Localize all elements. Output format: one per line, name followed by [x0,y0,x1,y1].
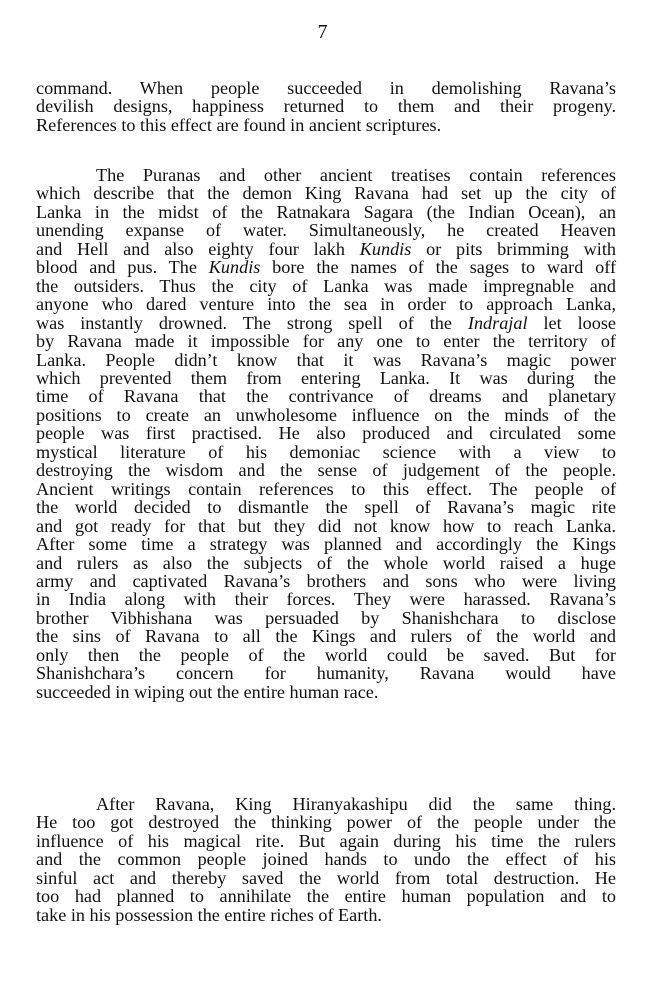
text-line: which prevented them from entering Lanka. It was during the [36,367,616,388]
text-line: the sins of Ravana to all the Kings and rulers of the world and [36,626,616,647]
italic-term: Indrajal [467,312,528,333]
text-line: succeeded in wiping out the entire human race. [36,681,379,702]
text-line: sinful act and thereby saved the world from total destruction. He [36,867,616,888]
paragraph-1 [36,79,616,134]
text-line: brother Vibhishana was persuaded by Shanishchara to disclose [36,607,616,628]
text-line: unending expanse of water. Simultaneously, he created Heaven [36,220,616,241]
text-line: and the common people joined hands to undo the effect of his [36,849,616,870]
text-line: and Hell and also eighty four lakh Kundis or pits brimming with [36,238,616,259]
text-line: which describe that the demon King Ravana had set up the city of [36,183,616,204]
paragraph-3 [36,795,616,924]
text-line: positions to create an unwholesome influence on the minds of the [36,404,616,425]
text-line: the outsiders. Thus the city of Lanka was made impregnable and [36,275,616,296]
text-line: only then the people of the world could be saved. But for [36,644,616,665]
text-line: influence of his magical rite. But again during his time the rulers [36,830,616,851]
text-line: devilish designs, happiness returned to them and their progeny. [36,96,616,117]
text-line: References to this effect are found in ancient scriptures. [36,114,442,135]
text-line: too had planned to annihilate the entire human population and to [36,886,616,907]
text-line: take in his possession the entire riches of Earth. [36,904,382,925]
page-number: 7 [317,21,328,43]
text-line: After some time a strategy was planned and accordingly the Kings [36,534,616,555]
text-line: command. When people succeeded in demolishing Ravana’s [36,78,616,98]
text-line: by Ravana made it impossible for any one to enter the territory of [36,331,616,352]
text-line: was instantly drowned. The strong spell of the Indrajal let loose [36,312,616,333]
text-line: army and captivated Ravana’s brothers and sons who were living [36,570,616,591]
text-line: and rulers as also the subjects of the whole world raised a huge [36,552,616,573]
text-line: After Ravana, King Hiranyakashipu did the same thing. [96,794,616,814]
text-line: the world decided to dismantle the spell of Ravana’s magic rite [36,497,616,518]
text-line: destroying the wisdom and the sense of judgement of the people. [36,460,616,481]
text-line: blood and pus. The Kundis bore the names of the sages to ward off [36,257,616,278]
text-line: The Puranas and other ancient treatises contain references [96,165,616,185]
italic-term: Kundis [359,238,412,259]
text-line: and got ready for that but they did not know how to reach Lanka. [36,515,616,536]
text-line: He too got destroyed the thinking power of the people under the [36,812,616,833]
text-line: Lanka. People didn’t know that it was Ravana’s magic power [36,349,616,370]
text-line: Shanishchara’s concern for humanity, Ravana would have [36,663,616,684]
italic-term: Kundis [208,257,261,278]
text-line: mystical literature of his demoniac science with a view to [36,441,616,462]
text-line: people was first practised. He also produced and circulated some [36,423,616,444]
text-line: in India along with their forces. They were harassed. Ravana’s [36,589,616,610]
text-line: Ancient writings contain references to this effect. The people of [36,478,616,499]
text-line: time of Ravana that the contrivance of dreams and planetary [36,386,616,407]
text-line: Lanka in the midst of the Ratnakara Sagara (the Indian Ocean), an [36,201,616,222]
text-line: anyone who dared venture into the sea in order to approach Lanka, [36,294,616,315]
paragraph-2 [36,166,616,701]
